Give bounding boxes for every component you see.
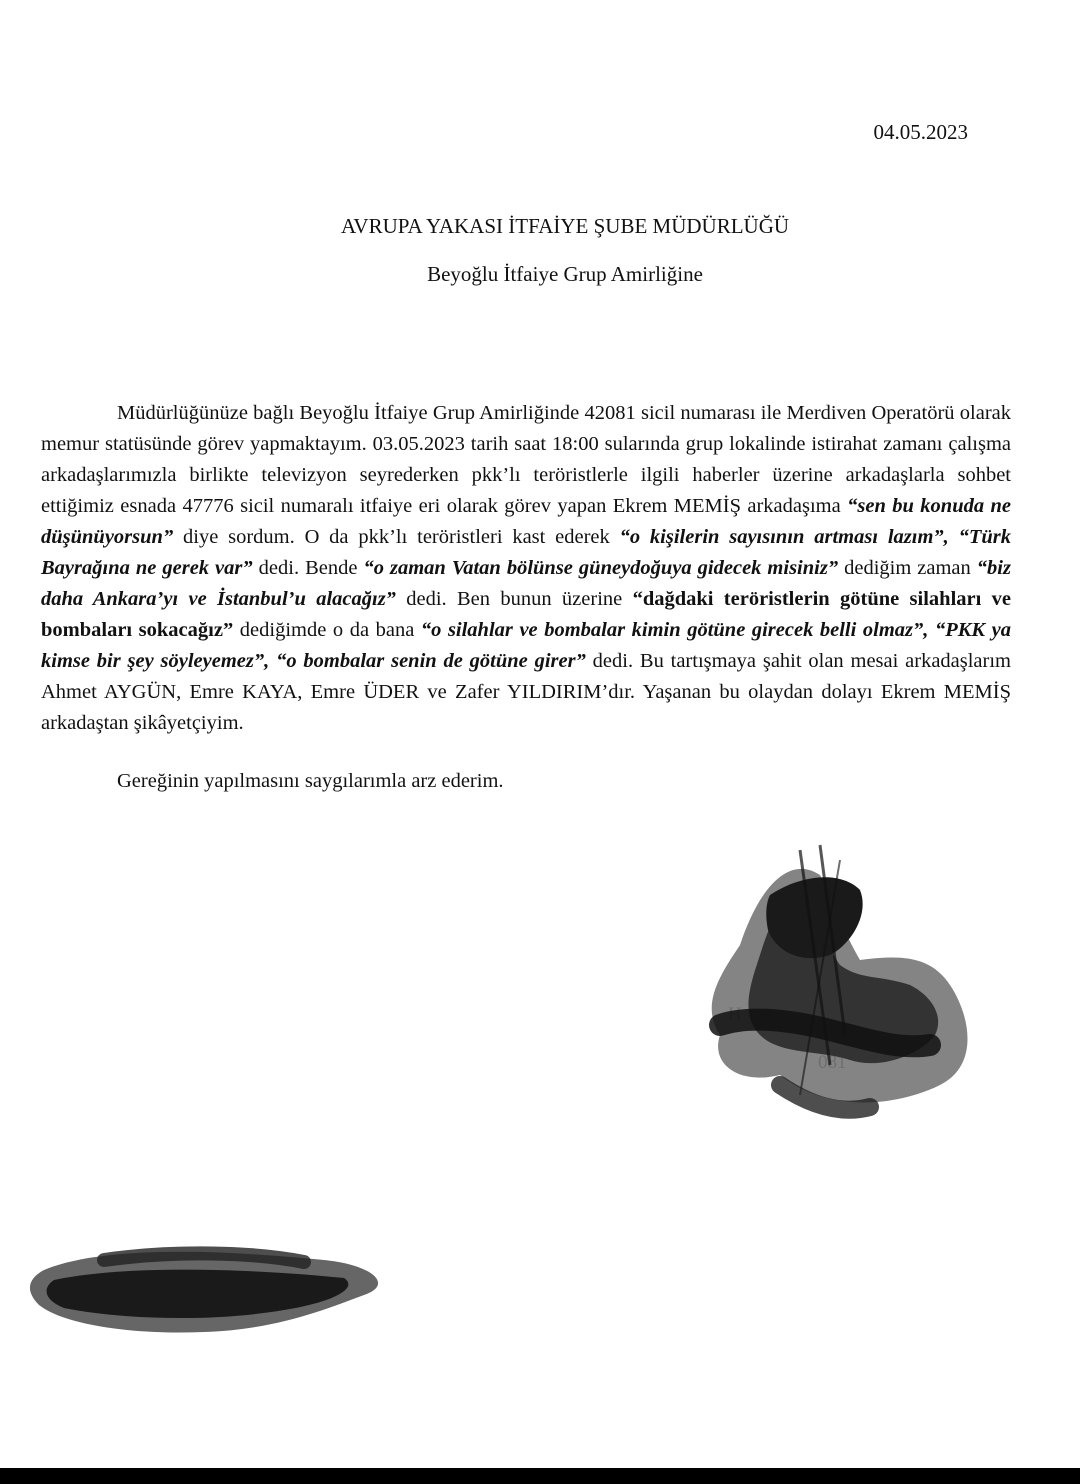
body-segment: Müdürlüğünüze bağlı Beyoğlu İtfaiye Grup Amirliğinde 42081 sicil numarası ile Merdiven Operatörü olarak memur statüsünde görev yapmaktayım. 03.05.2023 tarih saat 18:00 sularında grup lokalinde istirahat zamanı çalışma arkadaşlarımızla birlikte televizyon seyrederken pkk’lı teröristlerle ilgili haberler üzerine arkadaşlarla sohbet ettiğimiz esnada 47776 sicil numaralı itfaiye eri olarak görev yapan Ekrem MEMİŞ arkadaşıma [41, 402, 1011, 517]
quote-3: “o zaman Vatan bölünse güneydoğuya gidecek misiniz” [363, 557, 839, 579]
body-segment: dedi. Bu tartışmaya şahit olan mesai arkadaşlarım Ahmet AYGÜN, Emre KAYA, Emre ÜDER ve Zafer YILDIRIM’dır. Yaşanan bu olaydan dolayı Ekrem MEMİŞ arkadaştan şikâyetçiyim. [41, 650, 1012, 734]
letter-date: 04.05.2023 [873, 120, 968, 144]
body-segment: dediğim zaman [838, 557, 977, 579]
body-segment: dedi. Ben bunun üzerine [395, 588, 633, 610]
letter-subtitle: Beyoğlu İtfaiye Grup Amirliğine [427, 262, 703, 286]
phone-redaction [24, 1240, 394, 1340]
letter-closing: Gereğinin yapılmasını saygılarımla arz ederim. [117, 770, 504, 792]
signature-redaction [680, 835, 980, 1125]
body-segment: diye sordum. O da pkk’lı teröristleri kast ederek [173, 526, 620, 548]
body-segment: dediğimde o da bana [233, 619, 421, 641]
quote-4: “biz daha Ankara’yı ve İstanbul’u alacağız” [41, 557, 1011, 610]
body-segment: dedi. Bende [252, 557, 364, 579]
letter-body [41, 398, 1011, 739]
quote-2: “o kişilerin sayısının artması lazım”, “Türk Bayrağına ne gerek var” [41, 526, 1011, 579]
scan-bottom-edge [0, 1468, 1080, 1484]
quote-6: “o silahlar ve bombalar kimin götüne girecek belli olmaz”, “PKK ya kimse bir şey söyleyemez”, “o bombalar senin de götüne girer” [41, 619, 1011, 672]
quote-1: “sen bu konuda ne düşünüyorsun” [41, 495, 1012, 548]
letter-title: AVRUPA YAKASI İTFAİYE ŞUBE MÜDÜRLÜĞÜ [340, 214, 790, 238]
quote-5: “dağdaki teröristlerin götüne silahları ve bombaları sokacağız” [41, 588, 1011, 641]
